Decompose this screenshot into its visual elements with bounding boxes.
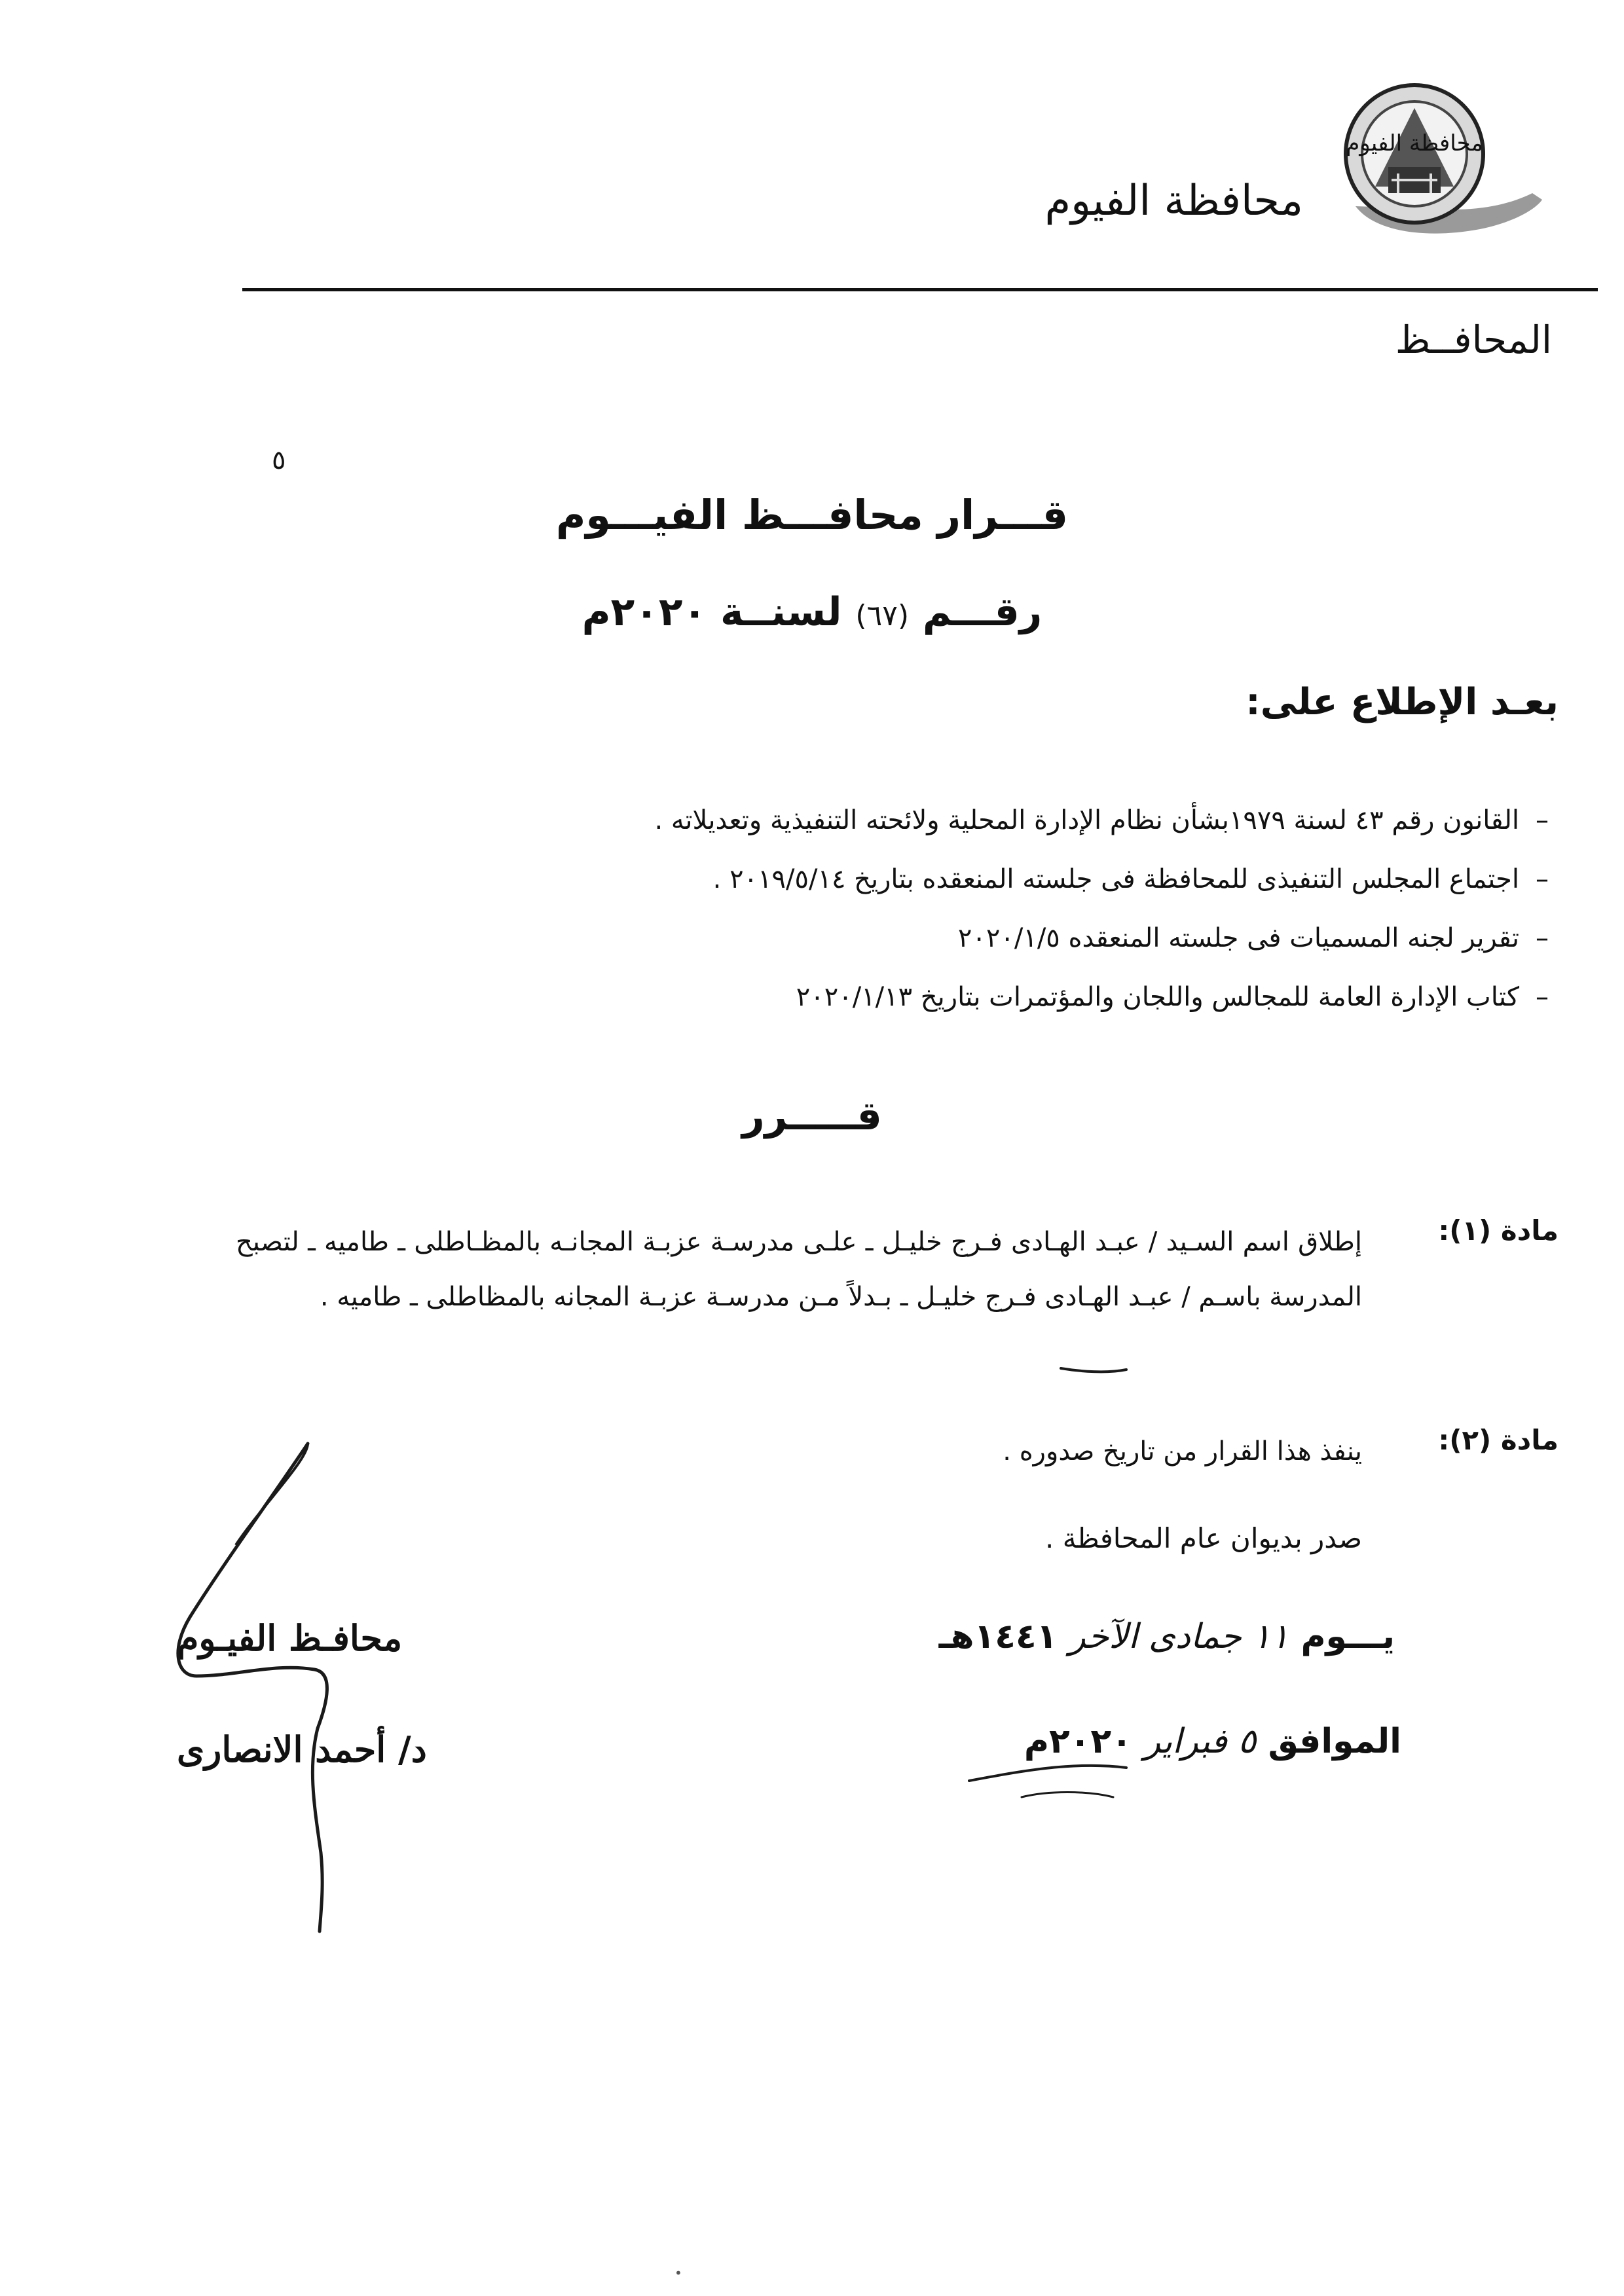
gregorian-date-handwritten: ٥ فبراير: [1144, 1722, 1257, 1761]
preamble-list: [321, 805, 1565, 1041]
governorate-logo-icon: [1336, 69, 1545, 265]
decree-number-line: [0, 589, 1624, 635]
preamble-item-text: اجتماع المجلس التنفيذى للمحافظة فى جلسته المنعقده بتاريخ ٢٠١٩/٥/١٤ .: [712, 864, 1519, 894]
bullet-dash-icon: –: [1536, 864, 1549, 894]
hijri-date-handwritten: ١١ جمادى الآخر: [1069, 1617, 1289, 1656]
list-item: [321, 923, 1565, 956]
bullet-dash-icon: –: [1536, 805, 1549, 835]
decided-heading: قـــــرر: [742, 1093, 882, 1139]
logo-text: محافظة الفيوم: [1346, 130, 1483, 156]
preamble-item-text: القانون رقم ٤٣ لسنة ١٩٧٩بشأن نظام الإدارة المحلية ولائحته التنفيذية وتعديلاته .: [654, 805, 1519, 835]
signatory-title: محافـظ الفيـوم: [177, 1617, 403, 1659]
preamble-heading: بعـد الإطلاع على:: [1246, 681, 1559, 723]
preamble-item-text: تقرير لجنه المسميات فى جلسته المنعقده ٢٠٢٠/١/٥: [957, 923, 1519, 953]
header-governorate: محافظة الفيوم: [1044, 177, 1303, 225]
list-item: [321, 982, 1565, 1015]
article-text: ينفذ هذا القرار من تاريخ صدوره .: [1003, 1436, 1362, 1467]
office-title: المحافــظ: [1395, 318, 1552, 362]
decree-title: قـــرار محافـــظ الفيـــوم: [555, 491, 1069, 539]
hijri-date: [939, 1617, 1395, 1656]
article-label: مادة (١):: [1438, 1214, 1559, 1247]
list-item: [321, 864, 1565, 897]
gregorian-date: [1024, 1722, 1401, 1761]
decree-number: (٦٧): [855, 599, 910, 632]
article-text: إطلاق اسم السـيد / عبـد الهـادى فـرج خليـل ـ علـى مدرسـة عزبـة المجانـه بالمظـاطلى ـ طاميه ـ لتصبح المدرسة باسـم / عبـد الهـادى فـرج خليـل ـ بـدلاً مـن مدرسـة عزبـة المجانه بالمظاطلى ـ طاميه .: [236, 1227, 1362, 1312]
page-number: ٥: [272, 445, 286, 475]
bullet-dash-icon: –: [1536, 982, 1549, 1012]
scan-mark: •: [674, 2265, 682, 2281]
article-label: مادة (٢):: [1438, 1424, 1559, 1456]
list-item: [321, 805, 1565, 838]
hijri-date-suffix: ١٤٤١هـ: [938, 1617, 1058, 1656]
preamble-item-text: كتاب الإدارة العامة للمجالس واللجان والمؤتمرات بتاريخ ٢٠٢٠/١/١٣: [796, 982, 1519, 1012]
issued-statement: صدر بديوان عام المحافظة .: [1045, 1522, 1362, 1554]
gregorian-date-prefix: الموافق: [1268, 1722, 1401, 1761]
gregorian-date-suffix: ٢٠٢٠م: [1024, 1722, 1132, 1761]
decree-number-prefix: رقـــم: [922, 589, 1043, 635]
hijri-date-prefix: يـــوم: [1301, 1617, 1395, 1656]
signatory-name: د/ أحمد الانصارى: [177, 1728, 427, 1770]
signature-icon: [178, 1444, 327, 1931]
decree-year: لسنــة ٢٠٢٠م: [581, 589, 842, 635]
bullet-dash-icon: –: [1536, 923, 1549, 953]
header-divider: [242, 288, 1598, 291]
